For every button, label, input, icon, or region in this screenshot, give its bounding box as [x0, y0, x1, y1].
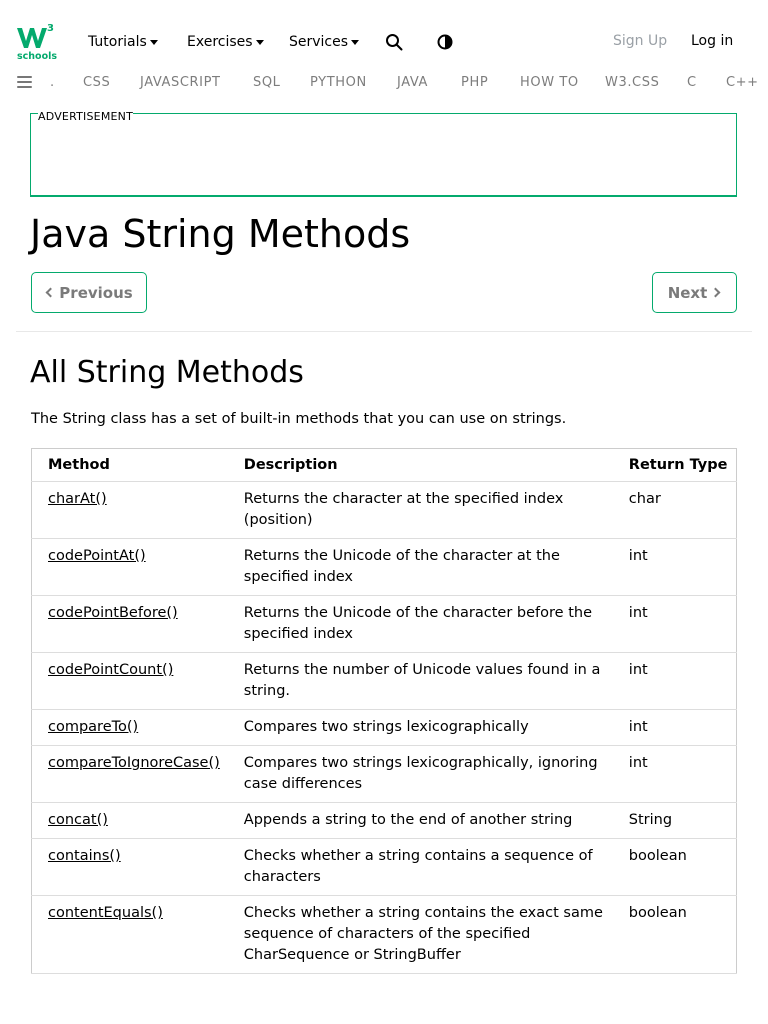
description-cell: Returns the number of Unicode values found in a string. — [228, 653, 613, 710]
description-cell: Returns the Unicode of the character at the specified index — [228, 539, 613, 596]
subnav-item-java[interactable]: JAVA — [397, 75, 429, 90]
logo-sub: schools — [17, 51, 57, 62]
method-cell — [32, 539, 228, 596]
method-link[interactable]: compareToIgnoreCase() — [48, 755, 220, 771]
method-cell — [32, 746, 228, 803]
return-type-cell: int — [613, 746, 737, 803]
subnav-item-sql[interactable]: SQL — [253, 75, 281, 90]
column-header-return-type: Return Type — [613, 449, 737, 482]
theme-toggle-button[interactable] — [434, 30, 456, 54]
column-header-description: Description — [228, 449, 613, 482]
advertisement-label: ADVERTISEMENT — [38, 110, 134, 123]
return-type-cell: int — [613, 710, 737, 746]
method-link[interactable]: compareTo() — [48, 719, 139, 735]
previous-button[interactable] — [31, 272, 147, 313]
column-header-method: Method — [32, 449, 228, 482]
nav-exercises[interactable] — [187, 31, 264, 53]
method-cell — [32, 896, 228, 974]
method-cell — [32, 653, 228, 710]
caret-down-icon — [150, 40, 158, 45]
method-link[interactable]: concat() — [48, 812, 108, 828]
previous-label: Previous — [59, 283, 133, 302]
method-link[interactable]: codePointBefore() — [48, 605, 178, 621]
method-cell — [32, 803, 228, 839]
method-cell — [32, 596, 228, 653]
topic-subnav — [0, 70, 768, 96]
nav-services[interactable] — [289, 31, 359, 53]
description-cell: Checks whether a string contains the exact same sequence of characters of the specified CharSequence or StringBuffer — [228, 896, 613, 974]
nav-exercises-label: Exercises — [187, 34, 253, 50]
subnav-item-dot[interactable]: . — [50, 75, 55, 90]
return-type-cell: boolean — [613, 896, 737, 974]
nav-tutorials-label: Tutorials — [88, 34, 147, 50]
return-type-cell: char — [613, 482, 737, 539]
method-link[interactable]: charAt() — [48, 491, 107, 507]
nav-services-label: Services — [289, 34, 349, 50]
table-header-row — [32, 449, 737, 482]
table-row — [32, 539, 737, 596]
login-link[interactable]: Log in — [691, 33, 734, 49]
method-link[interactable]: codePointCount() — [48, 662, 174, 678]
return-type-cell: String — [613, 803, 737, 839]
return-type-cell: int — [613, 539, 737, 596]
next-button[interactable] — [652, 272, 737, 313]
next-label: Next — [667, 283, 708, 302]
subnav-item-javascript[interactable]: JAVASCRIPT — [140, 75, 221, 90]
subnav-item-c[interactable]: C — [687, 75, 697, 90]
description-cell: Compares two strings lexicographically, ignoring case differences — [228, 746, 613, 803]
chevron-right-icon — [711, 288, 721, 298]
subnav-item-css[interactable]: CSS — [83, 75, 111, 90]
search-button[interactable] — [383, 30, 405, 54]
subnav-item-python[interactable]: PYTHON — [310, 75, 367, 90]
search-icon — [385, 33, 403, 51]
description-cell: Compares two strings lexicographically — [228, 710, 613, 746]
table-row — [32, 839, 737, 896]
method-cell — [32, 710, 228, 746]
method-link[interactable]: contentEquals() — [48, 905, 163, 921]
w3schools-logo[interactable] — [17, 22, 57, 62]
return-type-cell: boolean — [613, 839, 737, 896]
description-cell: Appends a string to the end of another string — [228, 803, 613, 839]
description-cell: Returns the Unicode of the character before the specified index — [228, 596, 613, 653]
table-row — [32, 596, 737, 653]
section-title: All String Methods — [30, 355, 304, 390]
logo-sup: 3 — [47, 23, 54, 34]
table-row — [32, 710, 737, 746]
hamburger-icon[interactable] — [17, 76, 32, 88]
table-row — [32, 746, 737, 803]
return-type-cell: int — [613, 596, 737, 653]
table-row — [32, 482, 737, 539]
page-title: Java String Methods — [30, 212, 411, 256]
subnav-item-php[interactable]: PHP — [461, 75, 489, 90]
chevron-left-icon — [46, 288, 56, 298]
method-link[interactable]: codePointAt() — [48, 548, 146, 564]
table-row — [32, 803, 737, 839]
w3schools-logo-icon — [17, 22, 57, 62]
nav-tutorials[interactable] — [88, 31, 158, 53]
method-cell — [32, 839, 228, 896]
method-link[interactable]: contains() — [48, 848, 121, 864]
subnav-item-howto[interactable]: HOW TO — [520, 75, 579, 90]
return-type-cell: int — [613, 653, 737, 710]
subnav-item-w3css[interactable]: W3.CSS — [605, 75, 660, 90]
string-methods-table — [31, 448, 737, 974]
subnav-item-cpp[interactable]: C++ — [726, 75, 759, 90]
table-row — [32, 653, 737, 710]
caret-down-icon — [256, 40, 264, 45]
caret-down-icon — [351, 40, 359, 45]
table-row — [32, 896, 737, 974]
signup-link[interactable]: Sign Up — [613, 33, 668, 49]
divider — [16, 331, 752, 332]
contrast-icon — [437, 34, 453, 50]
description-cell: Returns the character at the specified index (position) — [228, 482, 613, 539]
description-cell: Checks whether a string contains a sequence of characters — [228, 839, 613, 896]
advertisement-box — [30, 110, 737, 197]
method-cell — [32, 482, 228, 539]
section-intro: The String class has a set of built-in methods that you can use on strings. — [31, 411, 567, 427]
